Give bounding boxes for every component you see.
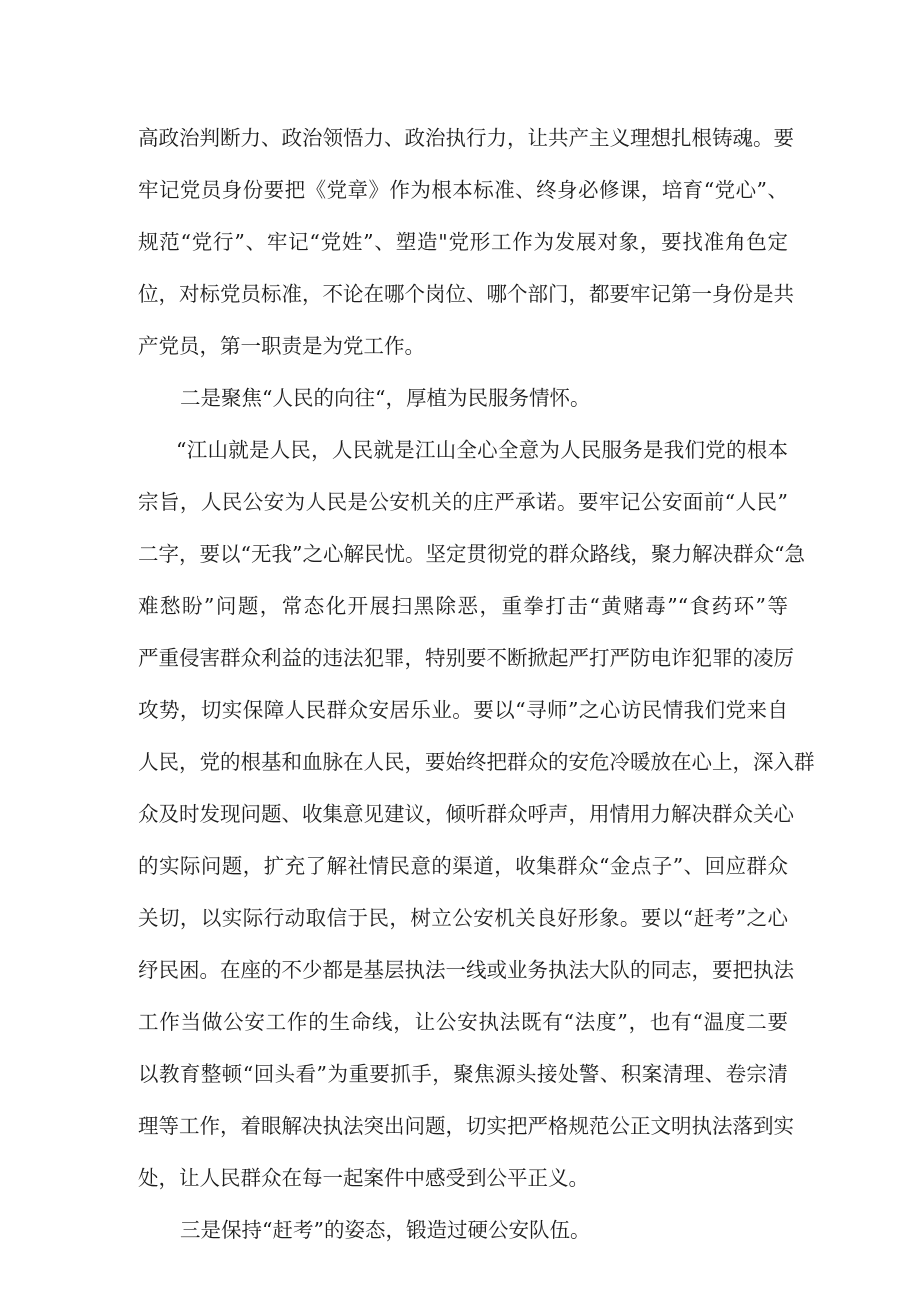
text-line-12: 攻势，切实保障人民群众安居乐业。要以“寻师”之心访民情我们党来自 [138,698,788,722]
text-line-11: 严重侵害群众利益的违法犯罪，特别要不断掀起严打严防电诈犯罪的凌厉 [138,646,794,670]
text-line-4: 位，对标党员标准，不论在哪个岗位、哪个部门，都要牢记第一身份是共 [138,282,794,306]
text-line-8: 宗旨，人民公安为人民是公安机关的庄严承诺。要牢记公安面前“人民” [138,490,788,514]
text-line-16: 关切，以实际行动取信于民，树立公安机关良好形象。要以“赶考”之心 [138,906,788,930]
text-line-3: 规范“党行”、牢记“党姓”、塑造"党形工作为发展对象，要找准角色定 [138,230,788,254]
text-line-2: 牢记党员身份要把《党章》作为根本标准、终身必修课，培育“党心”、 [138,178,788,202]
text-line-17: 纾民困。在座的不少都是基层执法一线或业务执法大队的同志，要把执法 [138,958,794,982]
text-line-13: 人民，党的根基和血脉在人民，要始终把群众的安危冷暖放在心上，深入群 [138,750,815,774]
text-line-7: “江山就是人民，人民就是江山全心全意为人民服务是我们党的根本 [176,438,788,462]
text-line-14: 众及时发现问题、收集意见建议，倾听群众呼声，用情用力解决群众关心 [138,802,794,826]
text-line-1: 高政治判断力、政治领悟力、政治执行力，让共产主义理想扎根铸魂。要 [138,126,794,150]
section-heading-2: 二是聚焦“人民的向往“，厚植为民服务情怀。 [180,386,591,410]
text-line-20: 理等工作，着眼解决执法突出问题，切实把严格规范公正文明执法落到实 [138,1114,794,1138]
text-line-18: 工作当做公安工作的生命线，让公安执法既有“法度”，也有“温度二要 [138,1010,788,1034]
text-line-10: 难愁盼”问题，常态化开展扫黑除恶，重拳打击“黄赌毒”“食药环”等 [138,594,788,618]
text-line-15: 的实际问题，扩充了解社情民意的渠道，收集群众“金点子”、回应群众 [138,854,788,878]
section-heading-3: 三是保持“赶考”的姿态，锻造过硬公安队伍。 [180,1218,591,1242]
text-line-19: 以教育整顿“回头看”为重要抓手，聚焦源头接处警、积案清理、卷宗清 [138,1062,788,1086]
text-line-9: 二字，要以“无我”之心解民忧。坚定贯彻党的群众路线，聚力解决群众“急 [138,542,805,566]
text-line-21: 处，让人民群众在每一起案件中感受到公平正义。 [138,1166,589,1190]
text-line-5: 产党员，第一职责是为党工作。 [138,334,425,358]
